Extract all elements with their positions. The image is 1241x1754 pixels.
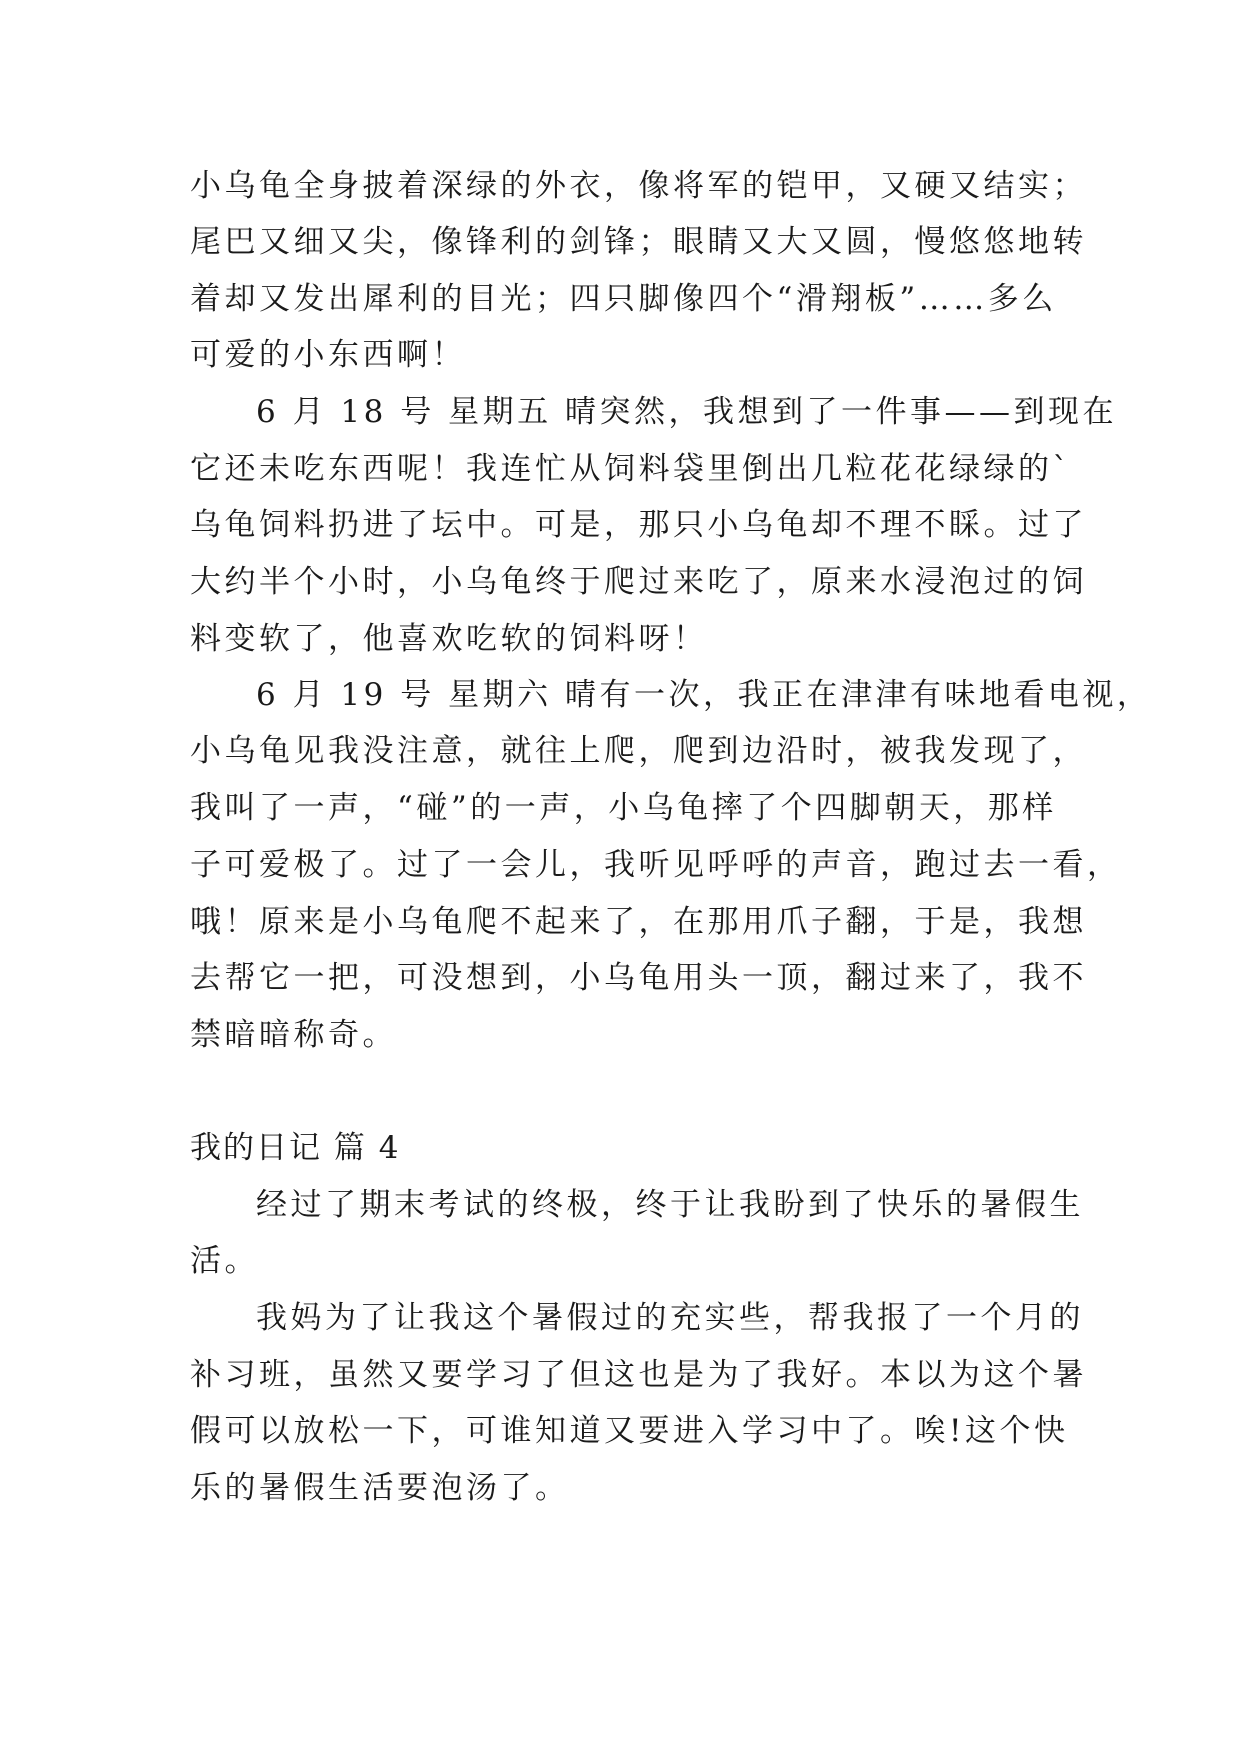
paragraph-june-18-line: 乌龟饲料扔进了坛中。可是，那只小乌龟却不理不睬。过了 <box>190 507 1087 543</box>
paragraph-turtle-description-line: 尾巴又细又尖，像锋利的剑锋；眼睛又大又圆，慢悠悠地转 <box>190 224 1087 260</box>
paragraph-turtle-description-line: 可爱的小东西啊！ <box>190 337 466 373</box>
paragraph-june-19-line: 禁暗暗称奇。 <box>190 1017 397 1053</box>
paragraph-june-19-line: 我叫了一声，“碰”的一声，小乌龟摔了个四脚朝天，那样 <box>190 790 1057 826</box>
paragraph-tutoring-line: 乐的暑假生活要泡汤了。 <box>190 1470 570 1506</box>
paragraph-tutoring-line: 假可以放松一下，可谁知道又要进入学习中了。唉!这个快 <box>190 1413 1069 1449</box>
section-heading: 我的日记 篇 4 <box>190 1130 401 1166</box>
paragraph-june-19-line: 去帮它一把，可没想到，小乌龟用头一顶，翻过来了，我不 <box>190 960 1087 996</box>
paragraph-june-18-line: 6 月 18 号 星期五 晴突然，我想到了一件事——到现在 <box>256 394 1117 430</box>
paragraph-june-19-line: 哦！原来是小乌龟爬不起来了，在那用爪子翻，于是，我想 <box>190 904 1087 940</box>
paragraph-june-19-line: 子可爱极了。过了一会儿，我听见呼呼的声音，跑过去一看， <box>190 847 1122 883</box>
paragraph-tutoring-line: 补习班，虽然又要学习了但这也是为了我好。本以为这个暑 <box>190 1357 1087 1393</box>
paragraph-june-18-line: 它还未吃东西呢！我连忙从饲料袋里倒出几粒花花绿绿的` <box>190 451 1072 487</box>
paragraph-summer-start-line: 经过了期末考试的终极，终于让我盼到了快乐的暑假生 <box>256 1187 1084 1223</box>
paragraph-june-19-line: 小乌龟见我没注意，就往上爬，爬到边沿时，被我发现了， <box>190 733 1087 769</box>
paragraph-june-19-line: 6 月 19 号 星期六 晴有一次，我正在津津有味地看电视， <box>256 677 1152 713</box>
paragraph-turtle-description-line: 小乌龟全身披着深绿的外衣，像将军的铠甲，又硬又结实； <box>190 168 1087 204</box>
paragraph-june-18-line: 料变软了，他喜欢吃软的饲料呀！ <box>190 621 708 657</box>
paragraph-tutoring-line: 我妈为了让我这个暑假过的充实些，帮我报了一个月的 <box>256 1300 1084 1336</box>
paragraph-june-18-line: 大约半个小时，小乌龟终于爬过来吃了，原来水浸泡过的饲 <box>190 564 1087 600</box>
paragraph-summer-start-line: 活。 <box>190 1243 259 1279</box>
paragraph-turtle-description-line: 着却又发出犀利的目光；四只脚像四个“滑翔板”……多么 <box>190 281 1057 317</box>
